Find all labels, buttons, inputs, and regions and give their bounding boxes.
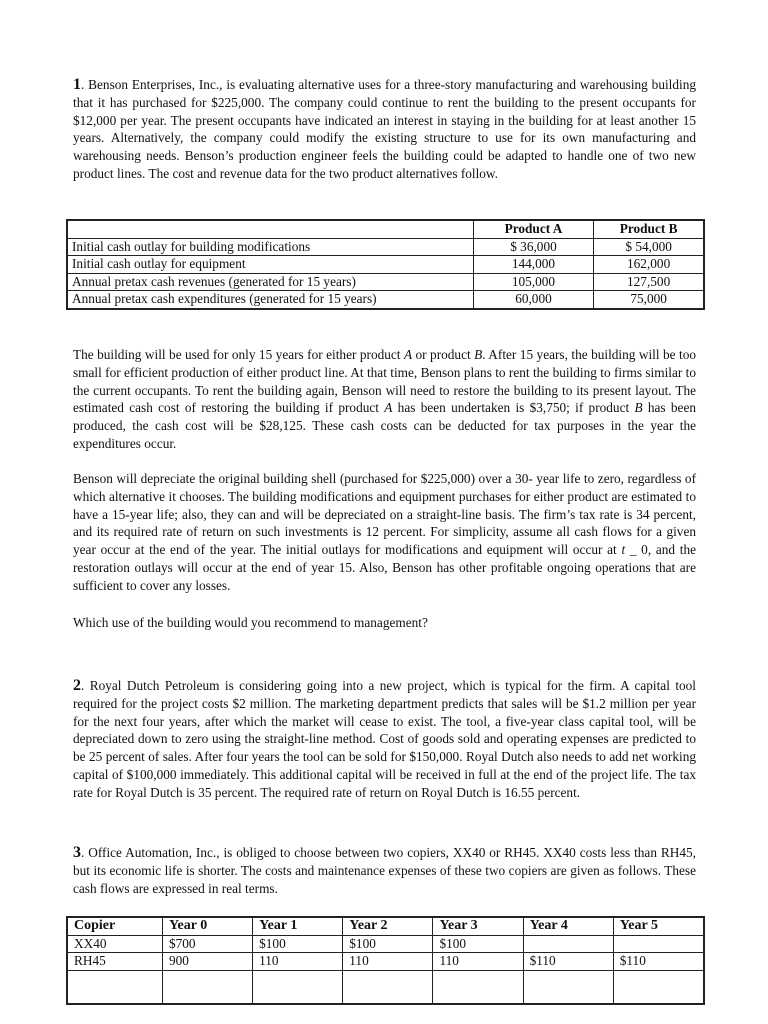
cell-year-2: $100 (343, 935, 433, 953)
row-label: Initial cash outlay for equipment (67, 256, 473, 274)
empty-cell (433, 970, 523, 1004)
table-row-empty (67, 970, 704, 1004)
table-row (67, 238, 704, 256)
empty-cell (613, 970, 704, 1004)
text-run: The building will be used for only 15 years for either product (73, 347, 404, 362)
table-header-year-4: Year 4 (523, 917, 613, 935)
row-label: Initial cash outlay for building modifications (67, 238, 473, 256)
cell-product-a: $ 36,000 (473, 238, 594, 256)
problem-1-intro-text: . Benson Enterprises, Inc., is evaluating alternative uses for a three-story manufacturing and warehousing building that it has purchased for $225,000. The company could continue to rent the building to the present occupants for $12,000 per year. The present occupants have indicated an interest in staying in the building for at least another 15 years. Alternatively, the company could modify the existing structure to use for its own manufacturing and warehousing needs. Benson’s production engineer feels the building could be adapted to handle one of two new product lines. The cost and revenue data for the two product alternatives follow. (73, 77, 696, 181)
cell-year-5: $110 (613, 953, 704, 971)
problem-1-question: Which use of the building would you recommend to management? (73, 615, 428, 630)
text-run-italic: A (384, 400, 393, 416)
table-row (67, 273, 704, 291)
problem-3-text: . Office Automation, Inc., is obliged to choose between two copiers, XX40 or RH45. XX40 costs less than RH45, but its economic life is shorter. The costs and maintenance expenses of these two copiers are given as follows. These cash flows are expressed in real terms. (73, 845, 696, 896)
table-header-year-0: Year 0 (162, 917, 252, 935)
cell-year-4 (523, 935, 613, 953)
table-header-copier: Copier (67, 917, 162, 935)
table-header-product-a: Product A (473, 220, 594, 238)
empty-cell (67, 970, 162, 1004)
cell-copier: XX40 (67, 935, 162, 953)
problem-3-number: 3 (73, 844, 81, 861)
table-header-year-5: Year 5 (613, 917, 704, 935)
empty-cell (253, 970, 343, 1004)
text-run: has been undertaken is $3,750; if product (392, 400, 635, 416)
cell-year-1: 110 (253, 953, 343, 971)
cell-product-b: 127,500 (594, 273, 704, 291)
text-run: or product (412, 347, 475, 362)
problem-1-number: 1 (73, 76, 81, 93)
text-run: _ 0, and the restoration outlays will occur at the end of year 15. Also, Benson has other profitable ongoing operations that are sufficient to cover any losses. (73, 542, 696, 593)
problem-2-text: . Royal Dutch Petroleum is considering going into a new project, which is typical for the firm. A capital tool required for the project costs $2 million. The marketing department predicts that sales will be $1.2 million per year for the next four years, after which the market will cease to exist. The tool, a five-year class capital tool, will be depreciated down to zero using the straight-line method. Cost of goods sold and operating expenses are predicted to be 25 percent of sales. After four years the tool can be sold for $150,000. Royal Dutch also needs to add net working capital of $100,000 immediately. This additional capital will be received in full at the end of the project life. The tax rate for Royal Dutch is 35 percent. The required rate of return on Royal Dutch is 16.55 percent. (73, 678, 696, 800)
table-row (67, 291, 704, 309)
text-run: has been produced, the cash cost will be $28,125. These cash costs can be deducted for tax purposes in the year the expenditures occur. (73, 400, 696, 451)
text-run: Benson will depreciate the original building shell (purchased for $225,000) over a 30- year life to zero, regardless of which alternative it chooses. The building modifications and equipment purchases for either product are estimated to have a 15-year life; also, they can and will be depreciated on a straight-line basis. The firm’s tax rate is 34 percent, and its required rate of return on such investments is 12 percent. For simplicity, assume all cash flows for a given year occur at the end of the year. The initial outlays for modifications and equipment will occur at (73, 471, 696, 558)
cell-year-5 (613, 935, 704, 953)
cell-product-a: 105,000 (473, 273, 594, 291)
empty-cell (162, 970, 252, 1004)
text-run-italic: B (474, 347, 483, 362)
text-run-italic: A (403, 347, 413, 362)
table-row (67, 935, 704, 953)
cell-product-b: 162,000 (594, 256, 704, 274)
cell-year-3: 110 (433, 953, 523, 971)
cell-year-0: $700 (162, 935, 252, 953)
problem-1-intro (73, 76, 696, 183)
copier-cost-table (66, 916, 705, 1005)
cell-year-1: $100 (253, 935, 343, 953)
text-run: . After 15 years, the building will be too small for efficient production of either product line. At that time, Benson plans to rent the building to firms similar to the current occupants. To rent the building again, Benson will need to restore the building to its present layout. The estimated cash cost of restoring the building if product (73, 347, 696, 416)
table-header-year-1: Year 1 (253, 917, 343, 935)
table-header-product-b: Product B (594, 220, 704, 238)
text-run-italic: t (621, 542, 626, 558)
table-header-year-3: Year 3 (433, 917, 523, 935)
problem-3-paragraph (73, 844, 696, 897)
product-cost-table (66, 219, 705, 310)
table-row (67, 256, 704, 274)
cell-year-3: $100 (433, 935, 523, 953)
cell-product-a: 60,000 (473, 291, 594, 309)
table-header-blank (67, 220, 473, 238)
empty-cell (523, 970, 613, 1004)
cell-product-a: 144,000 (473, 256, 594, 274)
problem-2-number: 2 (73, 677, 81, 694)
table-header-row (67, 917, 704, 935)
problem-1-depreciation-paragraph (73, 470, 696, 595)
problem-2-paragraph (73, 677, 696, 802)
cell-copier: RH45 (67, 953, 162, 971)
table-header-year-2: Year 2 (343, 917, 433, 935)
cell-year-0: 900 (162, 953, 252, 971)
text-run-italic: B (634, 400, 643, 416)
table-row (67, 953, 704, 971)
problem-1-restoration-paragraph (73, 346, 696, 453)
table-header-row (67, 220, 704, 238)
row-label: Annual pretax cash revenues (generated for 15 years) (67, 273, 473, 291)
cell-year-4: $110 (523, 953, 613, 971)
cell-product-b: $ 54,000 (594, 238, 704, 256)
cell-year-2: 110 (343, 953, 433, 971)
empty-cell (343, 970, 433, 1004)
row-label: Annual pretax cash expenditures (generated for 15 years) (67, 291, 473, 309)
cell-product-b: 75,000 (594, 291, 704, 309)
